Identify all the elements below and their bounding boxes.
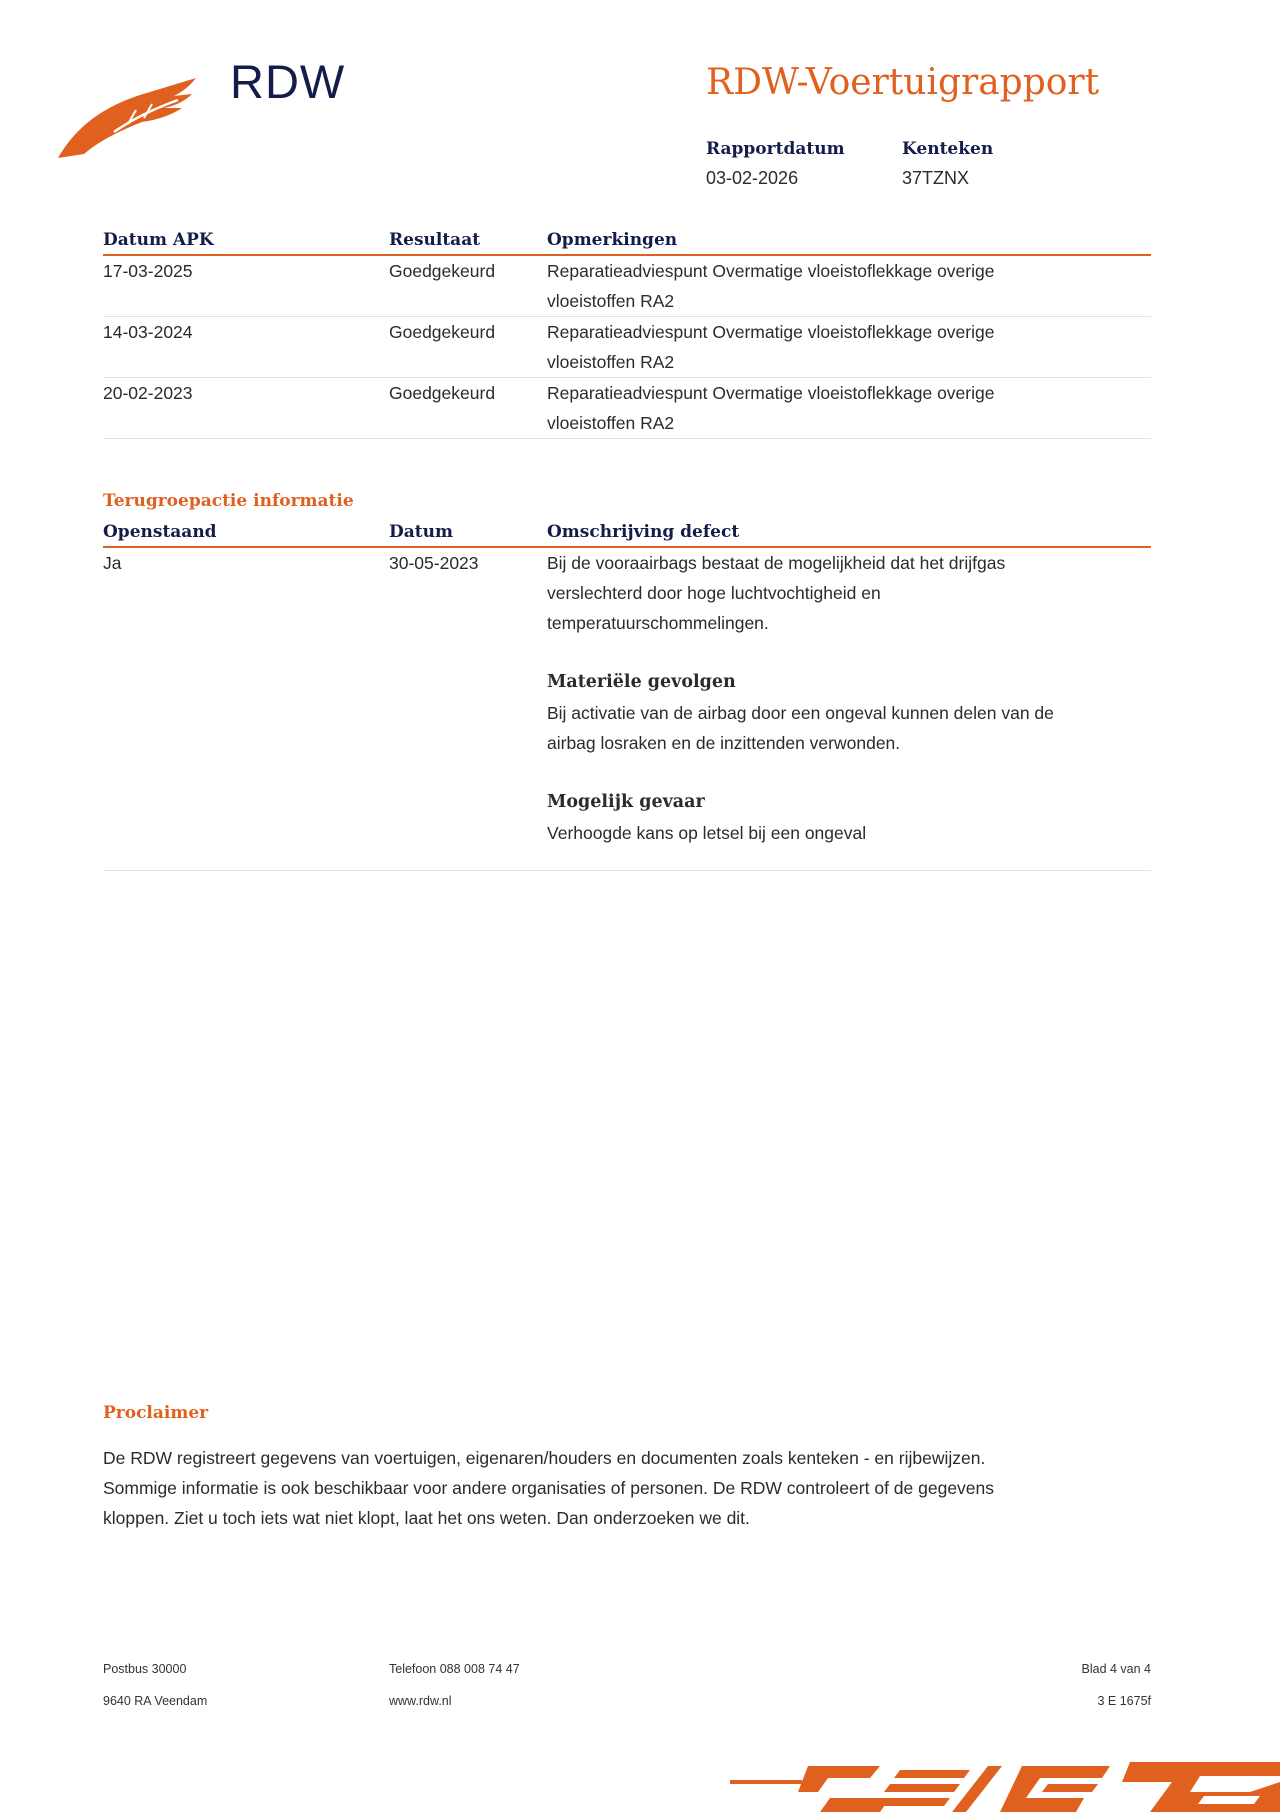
possible-danger-text: Verhoogde kans op letsel bij een ongeval — [547, 823, 867, 843]
footer-address-line2: 9640 RA Veendam — [103, 1694, 208, 1708]
recall-table-header — [103, 518, 1151, 548]
col-datum-apk: Datum APK — [103, 230, 214, 250]
defect-line: verslechterd door hoge luchtvochtigheid en — [547, 583, 881, 603]
apk-date: 17-03-2025 — [103, 261, 193, 281]
proclaimer-line: kloppen. Ziet u toch iets wat niet klopt, laat het ons weten. Dan onderzoeken we dit. — [103, 1508, 750, 1528]
recall-open: Ja — [103, 553, 122, 573]
apk-remark-line: Reparatieadviespunt Overmatige vloeistoflekkage overige — [547, 261, 995, 281]
report-date-label: Rapportdatum — [706, 139, 845, 159]
apk-result: Goedgekeurd — [389, 261, 496, 281]
footer-document-code: 3 E 1675f — [1097, 1694, 1151, 1708]
apk-table — [103, 226, 1151, 439]
material-line: airbag losraken en de inzittenden verwonden. — [547, 733, 901, 753]
footer-website[interactable]: www.rdw.nl — [389, 1694, 452, 1708]
recall-section-title: Terugroepactie informatie — [103, 491, 354, 511]
footer-phone: Telefoon 088 008 74 47 — [389, 1662, 520, 1676]
footer-page-number: Blad 4 van 4 — [1081, 1662, 1151, 1676]
proclaimer-line: Sommige informatie is ook beschikbaar voor andere organisaties of personen. De RDW controleert of de gegevens — [103, 1478, 995, 1498]
recall-table — [103, 518, 1151, 871]
plate-label: Kenteken — [902, 139, 994, 159]
recall-date: 30-05-2023 — [389, 553, 479, 573]
logo-text: RDW — [230, 55, 346, 108]
footer-address-line1: Postbus 30000 — [103, 1662, 187, 1676]
apk-date: 20-02-2023 — [103, 383, 193, 403]
table-row — [103, 317, 1151, 378]
possible-danger-title: Mogelijk gevaar — [547, 792, 705, 812]
defect-line: temperatuurschommelingen. — [547, 613, 769, 633]
report-date-value: 03-02-2026 — [706, 168, 799, 188]
apk-remark-line: vloeistoffen RA2 — [547, 291, 675, 311]
rdw-logo-icon — [58, 74, 208, 164]
proclaimer-line: De RDW registreert gegevens van voertuigen, eigenaren/houders en documenten zoals kenteken - en rijbewijzen. — [103, 1448, 986, 1468]
material-line: Bij activatie van de airbag door een ongeval kunnen delen van de — [547, 703, 1054, 723]
col-datum: Datum — [389, 522, 453, 542]
apk-remark-line: Reparatieadviespunt Overmatige vloeistoflekkage overige — [547, 383, 995, 403]
proclaimer-title: Proclaimer — [103, 1403, 209, 1423]
col-openstaand: Openstaand — [103, 522, 217, 542]
col-resultaat: Resultaat — [389, 230, 481, 250]
table-row — [103, 548, 1151, 871]
apk-remark-line: vloeistoffen RA2 — [547, 413, 675, 433]
proclaimer-text — [103, 1443, 1163, 1533]
col-opmerkingen: Opmerkingen — [547, 230, 678, 250]
plate-value: 37TZNX — [902, 168, 970, 188]
col-omschrijving: Omschrijving defect — [547, 522, 740, 542]
apk-result: Goedgekeurd — [389, 322, 496, 342]
apk-result: Goedgekeurd — [389, 383, 496, 403]
report-title: RDW-Voertuigrapport — [706, 62, 1100, 103]
apk-date: 14-03-2024 — [103, 322, 193, 342]
apk-table-header — [103, 226, 1151, 256]
apk-remark-line: vloeistoffen RA2 — [547, 352, 675, 372]
table-row — [103, 256, 1151, 317]
footer-stripes-decoration-icon — [730, 1752, 1280, 1812]
material-consequences-title: Materiële gevolgen — [547, 672, 736, 692]
apk-remark-line: Reparatieadviespunt Overmatige vloeistoflekkage overige — [547, 322, 995, 342]
table-row — [103, 378, 1151, 439]
defect-line: Bij de vooraairbags bestaat de mogelijkheid dat het drijfgas — [547, 553, 1006, 573]
